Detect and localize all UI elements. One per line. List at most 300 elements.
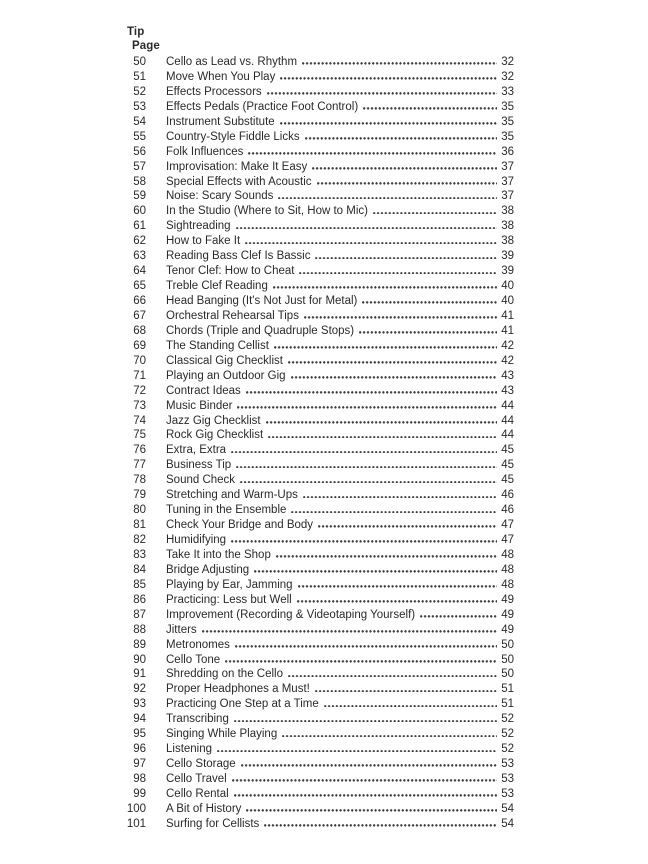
- toc-row: [0, 593, 648, 608]
- toc-entry: [166, 578, 514, 593]
- toc-row: [0, 757, 648, 772]
- toc-entry: [166, 638, 514, 653]
- tip-number: 100: [126, 802, 146, 815]
- dot-leader: [302, 62, 497, 65]
- dot-leader: [236, 227, 498, 230]
- dot-leader: [282, 735, 497, 738]
- tip-number: 54: [133, 115, 146, 128]
- dot-leader: [373, 212, 497, 215]
- dot-leader: [248, 152, 497, 155]
- toc-row: [0, 548, 648, 563]
- toc-entry: [166, 428, 514, 443]
- toc-row: [0, 787, 648, 802]
- toc-row: [0, 414, 648, 429]
- entry-title: Take It into the Shop: [166, 548, 271, 561]
- tip-number: 53: [133, 100, 146, 113]
- toc-entry: [166, 384, 514, 399]
- toc-row: [0, 354, 648, 369]
- dot-leader: [288, 361, 497, 364]
- toc-entry: [166, 653, 514, 668]
- page-number: 54: [501, 817, 514, 830]
- entry-title: Improvement (Recording & Videotaping Yourself): [166, 608, 416, 621]
- dot-leader: [305, 137, 498, 140]
- toc-row: [0, 234, 648, 249]
- tip-number: 67: [133, 309, 146, 322]
- entry-title: Playing by Ear, Jamming: [166, 578, 293, 591]
- tip-number: 99: [133, 787, 146, 800]
- toc-entry: [166, 757, 514, 772]
- entry-title: Bridge Adjusting: [166, 563, 250, 576]
- dot-leader: [303, 496, 497, 499]
- dot-leader: [317, 182, 498, 185]
- toc-entry: [166, 802, 514, 817]
- entry-title: Chords (Triple and Quadruple Stops): [166, 324, 355, 337]
- tip-number: 59: [133, 190, 146, 203]
- tip-number: 51: [133, 70, 146, 83]
- toc-entry: [166, 682, 514, 697]
- tip-number: 62: [133, 235, 146, 248]
- dot-leader: [315, 690, 497, 693]
- dot-leader: [267, 92, 498, 95]
- toc-entry: [166, 399, 514, 414]
- tip-number: 55: [133, 130, 146, 143]
- page-number: 40: [501, 295, 514, 307]
- dot-leader: [268, 436, 497, 439]
- dot-leader: [318, 525, 497, 528]
- entry-title: Classical Gig Checklist: [166, 354, 283, 367]
- toc-row: [0, 458, 648, 473]
- toc-entry: [166, 473, 514, 488]
- page-number: 35: [501, 115, 514, 128]
- dot-leader: [324, 705, 497, 708]
- toc-entry: [166, 414, 514, 429]
- toc-row: [0, 130, 648, 145]
- toc-entry: [166, 458, 514, 473]
- page-number: 48: [501, 548, 514, 561]
- dot-leader: [359, 331, 497, 334]
- page-number: 45: [501, 474, 514, 487]
- dot-leader: [241, 764, 498, 767]
- page-number: 46: [501, 489, 514, 502]
- toc-entry: [166, 249, 514, 264]
- toc-entry: [166, 160, 514, 175]
- tip-number: 93: [133, 698, 146, 711]
- dot-leader: [202, 630, 498, 633]
- page-number: 41: [501, 309, 514, 322]
- toc-row: [0, 488, 648, 503]
- dot-leader: [231, 540, 497, 543]
- toc-row: [0, 70, 648, 85]
- entry-title: Practicing: Less but Well: [166, 593, 292, 606]
- tip-column-label: Tip: [127, 26, 145, 38]
- toc-row: [0, 219, 648, 234]
- page-number: 48: [501, 563, 514, 576]
- entry-title: Metronomes: [166, 638, 230, 651]
- dot-leader: [217, 750, 497, 753]
- page-number: 40: [501, 280, 514, 293]
- toc-entry: [166, 623, 514, 638]
- page-number: 51: [501, 683, 514, 696]
- toc-row: [0, 802, 648, 817]
- toc-entry: [166, 130, 514, 145]
- page-number: 49: [501, 593, 514, 606]
- page-number: 44: [501, 429, 514, 442]
- entry-title: Move When You Play: [166, 70, 276, 83]
- tip-number: 80: [133, 504, 146, 517]
- tip-number: 86: [133, 593, 146, 606]
- entry-title: Proper Headphones a Must!: [166, 683, 310, 696]
- page-number: 47: [501, 534, 514, 546]
- tip-number: 73: [133, 399, 146, 412]
- tip-number: 61: [133, 220, 146, 233]
- entry-title: Jazz Gig Checklist: [166, 414, 261, 427]
- tip-number: 88: [133, 623, 146, 636]
- toc-row: [0, 309, 648, 324]
- dot-leader: [278, 197, 497, 200]
- tip-number: 94: [133, 713, 146, 726]
- tip-number: 98: [133, 773, 146, 785]
- dot-leader: [232, 779, 497, 782]
- tip-number: 64: [133, 265, 146, 278]
- entry-title: How to Fake It: [166, 235, 241, 248]
- toc-row: [0, 279, 648, 294]
- toc-list: [0, 55, 648, 832]
- entry-title: Cello Tone: [166, 653, 221, 666]
- page-number: 49: [501, 608, 514, 621]
- tip-number: 87: [133, 608, 146, 621]
- tip-number: 68: [133, 324, 146, 337]
- entry-title: Transcribing: [166, 713, 229, 726]
- page-number: 43: [501, 384, 514, 397]
- toc-row: [0, 160, 648, 175]
- entry-title: Tenor Clef: How to Cheat: [166, 265, 295, 278]
- dot-leader: [236, 466, 497, 469]
- toc-entry: [166, 234, 514, 249]
- page-number: 44: [501, 414, 514, 427]
- entry-title: Extra, Extra: [166, 444, 227, 457]
- tip-number: 79: [133, 489, 146, 502]
- entry-title: Humidifying: [166, 534, 227, 546]
- toc-entry: [166, 712, 514, 727]
- page-number: 36: [501, 145, 514, 158]
- tip-number: 71: [133, 369, 146, 382]
- entry-title: Check Your Bridge and Body: [166, 519, 314, 532]
- dot-leader: [362, 301, 497, 304]
- toc-entry: [166, 787, 514, 802]
- entry-title: Special Effects with Acoustic: [166, 175, 312, 188]
- entry-title: Effects Processors: [166, 85, 262, 98]
- toc-row: [0, 339, 648, 354]
- page-number: 39: [501, 265, 514, 278]
- tip-number: 65: [133, 280, 146, 293]
- tip-number: 66: [133, 295, 146, 307]
- toc-row: [0, 653, 648, 668]
- entry-title: Cello Storage: [166, 758, 236, 771]
- toc-entry: [166, 518, 514, 533]
- page-number: 53: [501, 787, 514, 800]
- entry-title: A Bit of History: [166, 802, 242, 815]
- entry-title: Country-Style Fiddle Licks: [166, 130, 300, 143]
- dot-leader: [312, 167, 497, 170]
- toc-row: [0, 772, 648, 787]
- page-number: 35: [501, 100, 514, 113]
- tip-number: 70: [133, 354, 146, 367]
- entry-title: Surfing for Cellists: [166, 817, 260, 830]
- entry-title: Listening: [166, 743, 213, 756]
- dot-leader: [280, 77, 497, 80]
- entry-title: Cello as Lead vs. Rhythm: [166, 56, 298, 68]
- toc-entry: [166, 85, 514, 100]
- page-number: 50: [501, 668, 514, 681]
- dot-leader: [254, 570, 497, 573]
- tip-number: 56: [133, 145, 146, 158]
- tip-number: 57: [133, 160, 146, 173]
- toc-entry: [166, 354, 514, 369]
- toc-entry: [166, 279, 514, 294]
- page-number: 52: [501, 713, 514, 726]
- toc-row: [0, 145, 648, 160]
- toc-row: [0, 189, 648, 204]
- page-number: 38: [501, 235, 514, 248]
- toc-entry: [166, 817, 514, 832]
- toc-entry: [166, 219, 514, 234]
- toc-row: [0, 85, 648, 100]
- page-number: 42: [501, 354, 514, 367]
- page-number: 41: [501, 324, 514, 337]
- entry-title: Folk Influences: [166, 145, 244, 158]
- entry-title: Singing While Playing: [166, 728, 278, 741]
- entry-title: Cello Travel: [166, 773, 227, 785]
- toc-row: [0, 294, 648, 309]
- tip-number: 69: [133, 339, 146, 352]
- entry-title: Tuning in the Ensemble: [166, 504, 287, 517]
- toc-row: [0, 638, 648, 653]
- tip-number: 76: [133, 444, 146, 457]
- dot-leader: [297, 600, 498, 603]
- toc-row: [0, 518, 648, 533]
- tip-number: 52: [133, 85, 146, 98]
- dot-leader: [291, 511, 497, 514]
- toc-row: [0, 817, 648, 832]
- tip-number: 96: [133, 743, 146, 756]
- toc-entry: [166, 772, 514, 787]
- dot-leader: [298, 585, 498, 588]
- page-column-label: Page: [132, 39, 160, 52]
- toc-row: [0, 115, 648, 130]
- page-number: 44: [501, 399, 514, 412]
- toc-row: [0, 324, 648, 339]
- entry-title: Effects Pedals (Practice Foot Control): [166, 100, 359, 113]
- tip-number: 89: [133, 638, 146, 651]
- page-number: 38: [501, 205, 514, 218]
- page-number: 37: [501, 190, 514, 203]
- toc-row: [0, 727, 648, 742]
- toc-entry: [166, 175, 514, 190]
- page-number: 49: [501, 623, 514, 636]
- entry-title: Sound Check: [166, 474, 236, 487]
- dot-leader: [234, 720, 497, 723]
- toc-row: [0, 563, 648, 578]
- toc-row: [0, 697, 648, 712]
- entry-title: Practicing One Step at a Time: [166, 698, 319, 711]
- entry-title: Rock Gig Checklist: [166, 429, 264, 442]
- dot-leader: [304, 316, 497, 319]
- toc-entry: [166, 667, 514, 682]
- tip-number: 78: [133, 474, 146, 487]
- tip-number: 74: [133, 414, 146, 427]
- toc-entry: [166, 742, 514, 757]
- page-number: 45: [501, 459, 514, 472]
- page-number: 46: [501, 504, 514, 517]
- toc-entry: [166, 369, 514, 384]
- toc-row: [0, 443, 648, 458]
- tip-number: 83: [133, 548, 146, 561]
- toc-entry: [166, 503, 514, 518]
- toc-row: [0, 682, 648, 697]
- entry-title: Improvisation: Make It Easy: [166, 160, 308, 173]
- toc-entry: [166, 697, 514, 712]
- entry-title: Noise: Scary Sounds: [166, 190, 274, 203]
- toc-entry: [166, 533, 514, 548]
- toc-row: [0, 623, 648, 638]
- entry-title: Orchestral Rehearsal Tips: [166, 309, 299, 322]
- dot-leader: [274, 346, 497, 349]
- dot-leader: [291, 376, 498, 379]
- toc-row: [0, 742, 648, 757]
- page-number: 54: [501, 802, 514, 815]
- toc-row: [0, 100, 648, 115]
- dot-leader: [240, 481, 497, 484]
- column-header: [127, 26, 160, 54]
- dot-leader: [273, 286, 497, 289]
- entry-title: Jitters: [166, 623, 197, 636]
- toc-row: [0, 667, 648, 682]
- tip-number: 58: [133, 175, 146, 188]
- tip-number: 85: [133, 578, 146, 591]
- toc-entry: [166, 309, 514, 324]
- dot-leader: [246, 809, 497, 812]
- toc-row: [0, 712, 648, 727]
- page-number: 38: [501, 220, 514, 233]
- page-number: 47: [501, 519, 514, 532]
- toc-row: [0, 473, 648, 488]
- entry-title: Shredding on the Cello: [166, 668, 283, 681]
- tip-number: 77: [133, 459, 146, 472]
- dot-leader: [234, 794, 498, 797]
- dot-leader: [299, 272, 497, 275]
- page-number: 43: [501, 369, 514, 382]
- toc-entry: [166, 593, 514, 608]
- toc-entry: [166, 70, 514, 85]
- entry-title: In the Studio (Where to Sit, How to Mic): [166, 205, 368, 218]
- page-number: 37: [501, 175, 514, 188]
- toc-entry: [166, 115, 514, 130]
- tip-number: 92: [133, 683, 146, 696]
- dot-leader: [266, 421, 498, 424]
- entry-title: Cello Rental: [166, 787, 229, 800]
- page-number: 35: [501, 130, 514, 143]
- tip-number: 97: [133, 758, 146, 771]
- page-number: 39: [501, 250, 514, 263]
- dot-leader: [315, 257, 497, 260]
- tip-number: 75: [133, 429, 146, 442]
- dot-leader: [264, 824, 497, 827]
- toc-row: [0, 578, 648, 593]
- toc-entry: [166, 608, 514, 623]
- entry-title: Treble Clef Reading: [166, 280, 268, 293]
- toc-row: [0, 55, 648, 70]
- dot-leader: [288, 675, 497, 678]
- toc-entry: [166, 488, 514, 503]
- tip-number: 91: [133, 668, 146, 681]
- toc-row: [0, 204, 648, 219]
- entry-title: Reading Bass Clef Is Bassic: [166, 250, 311, 263]
- entry-title: Sightreading: [166, 220, 231, 233]
- dot-leader: [280, 122, 498, 125]
- entry-title: Head Banging (It's Not Just for Metal): [166, 295, 358, 307]
- toc-entry: [166, 548, 514, 563]
- entry-title: Instrument Substitute: [166, 115, 275, 128]
- toc-row: [0, 264, 648, 279]
- toc-row: [0, 399, 648, 414]
- toc-entry: [166, 100, 514, 115]
- page-number: 48: [501, 578, 514, 591]
- dot-leader: [246, 391, 497, 394]
- page-number: 33: [501, 85, 514, 98]
- toc-row: [0, 369, 648, 384]
- toc-row: [0, 503, 648, 518]
- page-number: 51: [501, 698, 514, 711]
- page-number: 32: [501, 56, 514, 68]
- tip-number: 90: [133, 653, 146, 666]
- page-number: 53: [501, 758, 514, 771]
- dot-leader: [276, 555, 497, 558]
- toc-entry: [166, 264, 514, 279]
- entry-title: Contract Ideas: [166, 384, 241, 397]
- toc-row: [0, 384, 648, 399]
- tip-number: 60: [133, 205, 146, 218]
- entry-title: Business Tip: [166, 459, 232, 472]
- toc-entry: [166, 443, 514, 458]
- tip-number: 63: [133, 250, 146, 263]
- toc-entry: [166, 563, 514, 578]
- entry-title: Stretching and Warm-Ups: [166, 489, 298, 502]
- entry-title: Music Binder: [166, 399, 233, 412]
- tip-number: 95: [133, 728, 146, 741]
- toc-row: [0, 175, 648, 190]
- toc-row: [0, 533, 648, 548]
- tip-number: 81: [133, 519, 146, 532]
- dot-leader: [363, 107, 497, 110]
- toc-entry: [166, 324, 514, 339]
- toc-entry: [166, 339, 514, 354]
- tip-number: 82: [133, 534, 146, 546]
- toc-row: [0, 608, 648, 623]
- dot-leader: [237, 406, 497, 409]
- page-number: 32: [501, 70, 514, 83]
- toc-entry: [166, 189, 514, 204]
- dot-leader: [245, 242, 497, 245]
- tip-number: 72: [133, 384, 146, 397]
- tip-number: 101: [126, 817, 146, 830]
- dot-leader: [235, 645, 497, 648]
- entry-title: Playing an Outdoor Gig: [166, 369, 286, 382]
- toc-entry: [166, 727, 514, 742]
- dot-leader: [420, 615, 497, 618]
- tip-number: 84: [133, 563, 146, 576]
- page-number: 53: [501, 773, 514, 785]
- toc-entry: [166, 204, 514, 219]
